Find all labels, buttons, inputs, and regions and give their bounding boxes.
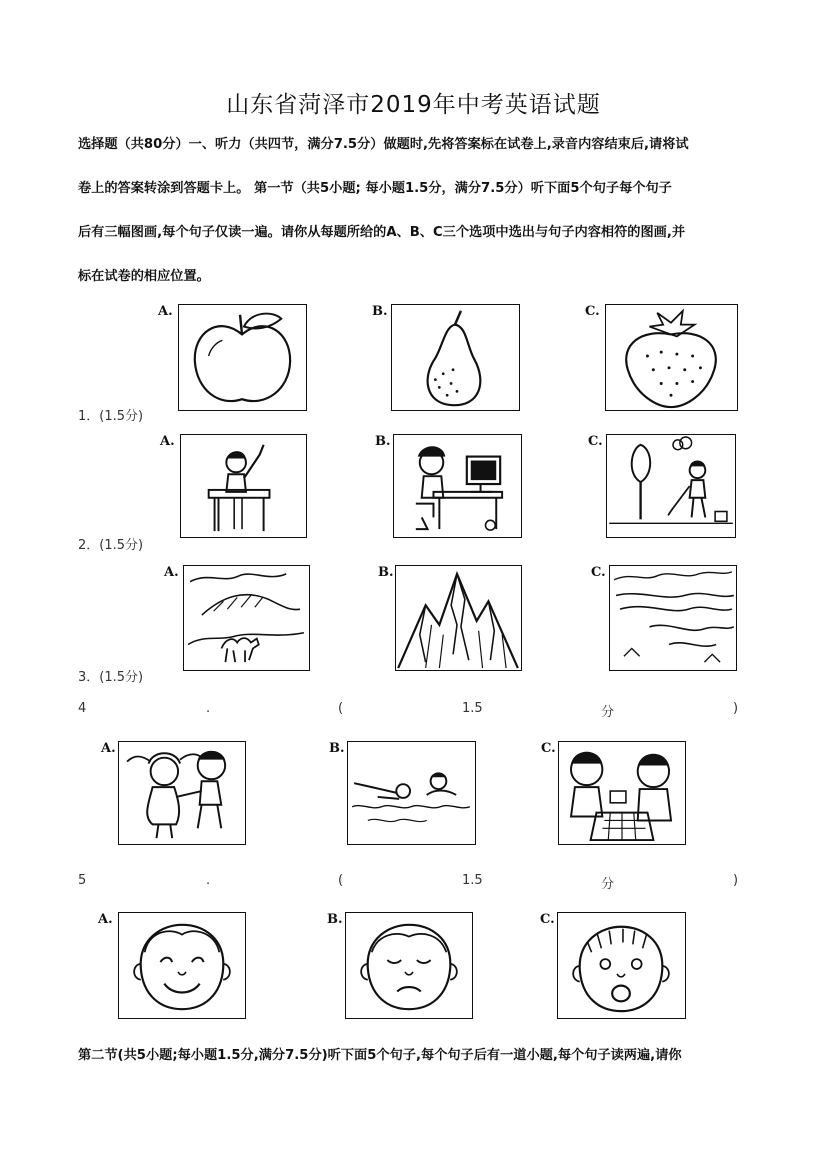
page-title: 山东省菏泽市2019年中考英语试题 (226, 92, 601, 118)
q1-option-c-image[interactable] (605, 304, 738, 411)
apple-icon (179, 305, 306, 410)
boy-planting-tree-icon (607, 435, 735, 537)
q2-option-b-label: B. (375, 434, 391, 449)
q1-option-b-image[interactable] (391, 304, 520, 411)
section2-text: 第二节(共5小题;每小题1.5分,满分7.5分)听下面5个句子,每个句子后有一道小题,每个句子读两遍,请你 (78, 1048, 682, 1063)
instructions (78, 123, 750, 299)
q4-score: 1.5 (462, 701, 483, 716)
q4-option-a-label: A. (101, 741, 116, 756)
q3-number: 3．(1.5分) (78, 670, 144, 685)
instructions-line-3: 后有三幅图画,每个句子仅读一遍。请你从每题所给的A、B、C三个选项中选出与句子内容相符的图画,并 (78, 225, 686, 240)
playing-chess-icon (559, 742, 685, 844)
q4-option-b-label: B. (329, 741, 345, 756)
q2-option-b-image[interactable] (393, 434, 522, 538)
q2-option-c-image[interactable] (606, 434, 736, 538)
section2-instructions (78, 1044, 758, 1063)
q3-option-c-label: C. (591, 565, 606, 580)
q2-option-a-image[interactable] (180, 434, 307, 538)
q4-unit: 分 (601, 705, 615, 720)
q5-option-a-label: A. (98, 912, 113, 927)
q5-score: 1.5 (462, 873, 483, 888)
q5-option-b-image[interactable] (345, 912, 473, 1019)
swimming-icon (348, 742, 475, 844)
surprised-face-icon (558, 913, 685, 1018)
q5-option-b-label: B. (327, 912, 343, 927)
q5-close-paren: ) (733, 873, 739, 888)
q3-option-b-image[interactable] (395, 565, 522, 671)
q4-open-paren: ( (338, 701, 344, 716)
instructions-line-2: 卷上的答案转涂到答题卡上。 第一节（共5小题; 每小题1.5分，满分7.5分）听下面5个句子每个句子 (78, 181, 672, 196)
q3-option-a-image[interactable] (183, 565, 310, 671)
q5-open-paren: ( (338, 873, 344, 888)
instructions-line-4: 标在试卷的相应位置。 (78, 269, 210, 284)
q1-option-b-label: B. (372, 304, 388, 319)
q5-number: 5 (78, 873, 87, 888)
pear-icon (392, 305, 519, 410)
q2-option-c-label: C. (588, 434, 603, 449)
q1-number: 1．(1.5分) (78, 409, 144, 424)
sad-face-icon (346, 913, 472, 1018)
q5-option-c-image[interactable] (557, 912, 686, 1019)
q2-number: 2．(1.5分) (78, 538, 144, 553)
children-playing-icon (119, 742, 245, 844)
q4-option-a-image[interactable] (118, 741, 246, 845)
q5-option-c-label: C. (540, 912, 555, 927)
q4-option-c-label: C. (541, 741, 556, 756)
happy-face-icon (119, 913, 245, 1018)
q4-close-paren: ) (733, 701, 739, 716)
q4-number: 4 (78, 701, 87, 716)
q3-option-c-image[interactable] (609, 565, 737, 671)
q5-unit: 分 (601, 877, 615, 892)
q1-option-c-label: C. (585, 304, 600, 319)
q1-option-a-label: A. (158, 304, 173, 319)
q5-option-a-image[interactable] (118, 912, 246, 1019)
instructions-line-1: 选择题（共80分）一、听力（共四节，满分7.5分）做题时,先将答案标在试卷上,录音内容结束后,请将试 (78, 137, 689, 152)
desert-camel-landscape-icon (184, 566, 309, 670)
q2-option-a-label: A. (160, 434, 175, 449)
q4-option-c-image[interactable] (558, 741, 686, 845)
q3-option-b-label: B. (378, 565, 394, 580)
q4-option-b-image[interactable] (347, 741, 476, 845)
strawberry-icon (606, 305, 737, 410)
q1-option-a-image[interactable] (178, 304, 307, 411)
mountains-icon (396, 566, 521, 670)
river-landscape-icon (610, 566, 736, 670)
boy-at-computer-icon (394, 435, 521, 537)
q3-option-a-label: A. (164, 565, 179, 580)
q4-dot: . (206, 701, 211, 716)
student-raising-hand-icon (181, 435, 306, 537)
q5-dot: . (206, 873, 211, 888)
